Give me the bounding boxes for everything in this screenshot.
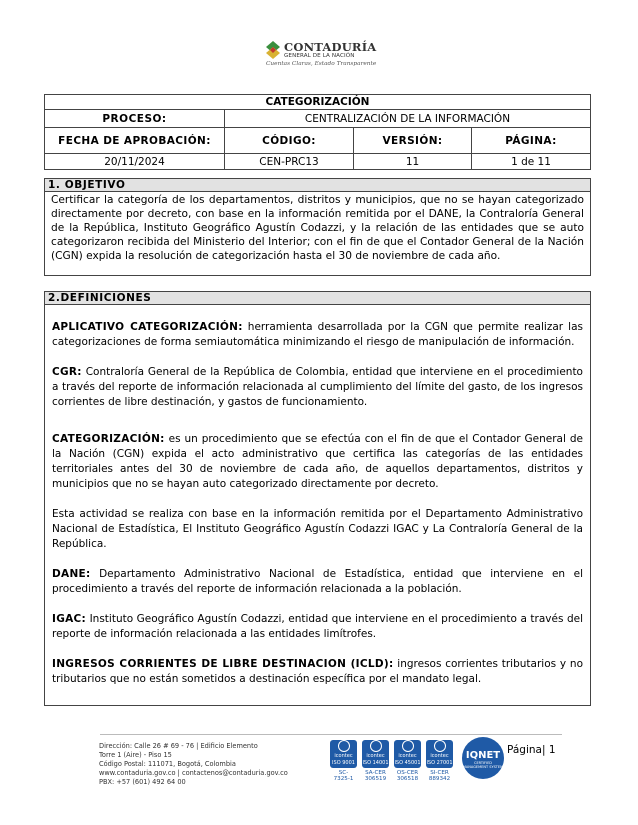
- section-objetivo: [44, 178, 591, 276]
- badge-code: ISO 45001: [394, 760, 421, 766]
- certification-badge: [426, 737, 453, 782]
- definition-item: [52, 320, 583, 350]
- section-text: Certificar la categoría de los departamentos, distritos y municipios, que no se hayan categorizado directamente por decreto, con base en la información remitida por el DANE, la Contraloría General de la República, Instituto Geográfico Agustín Codazzi, y la relación de las entidades que se auto categorizaron recibida del Ministerio del Interior; con el fin de que el Contador General de la Nación (CGN) expida la resolución de categorización hasta el 30 de noviembre de cada año.: [51, 194, 584, 262]
- badge-brand: icontec: [430, 753, 449, 759]
- iqnet-sublabel: CERTIFIED MANAGEMENT SYSTEM: [462, 761, 504, 769]
- badge-caption: OS-CER 306518: [396, 770, 419, 782]
- definition-text: Esta actividad se realiza con base en la información remitida por el Departamento Administrativo Nacional de Estadística, El Instituto Geográfico Agustín Codazzi IGAC y La Contraloría General de la República.: [52, 508, 583, 550]
- badge-code: ISO 27001: [426, 760, 453, 766]
- certification-badge: [362, 737, 389, 782]
- code-label: CÓDIGO:: [225, 128, 354, 154]
- section-heading: 1. OBJETIVO: [45, 179, 590, 192]
- badge-brand: icontec: [366, 753, 385, 759]
- badge-brand: icontec: [334, 753, 353, 759]
- version-label: VERSIÓN:: [354, 128, 472, 154]
- address-line: www.contaduria.gov.co | contactenos@contaduria.gov.co: [99, 769, 288, 777]
- definition-term: CATEGORIZACIÓN:: [52, 433, 165, 445]
- process-value: CENTRALIZACIÓN DE LA INFORMACIÓN: [225, 110, 591, 128]
- definition-text: ingresos corrientes tributarios y no tributarios que no están sometidos a destinación específica por el mandato legal.: [52, 658, 583, 685]
- badge-brand: icontec: [398, 753, 417, 759]
- certification-seal-icon: [434, 740, 446, 752]
- certification-badge: [330, 737, 357, 782]
- definition-term: DANE:: [52, 568, 91, 580]
- iqnet-label: IQNET: [465, 750, 501, 761]
- approval-date: 20/11/2024: [45, 154, 225, 170]
- process-label: PROCESO:: [45, 110, 225, 128]
- definition-term: IGAC:: [52, 613, 87, 625]
- definition-text: Instituto Geográfico Agustín Codazzi, entidad que interviene en el procedimiento a través del reporte de información relacionada a las entidades limítrofes.: [52, 613, 583, 640]
- logo-mark-icon: [264, 40, 282, 60]
- definitions-list: [45, 305, 590, 687]
- definition-item: [52, 657, 583, 687]
- certification-seal-icon: [402, 740, 414, 752]
- document-code: CEN-PRC13: [225, 154, 354, 170]
- document-page: 1 de 11: [472, 154, 591, 170]
- address-line: Código Postal: 111071, Bogotá, Colombia: [99, 760, 236, 768]
- definition-item: [52, 567, 583, 597]
- section-definiciones: [44, 291, 591, 706]
- approval-date-label: FECHA DE APROBACIÓN:: [45, 128, 225, 154]
- iqnet-badge: [462, 737, 504, 779]
- section-heading: 2.DEFINICIONES: [45, 292, 590, 305]
- definition-term: INGRESOS CORRIENTES DE LIBRE DESTINACION (ICLD):: [52, 658, 394, 670]
- address-line: PBX: +57 (601) 492 64 00: [99, 778, 186, 786]
- footer-address: [99, 742, 288, 787]
- address-line: Torre 1 (Aire) - Piso 15: [99, 751, 172, 759]
- badge-code: ISO 9001: [332, 760, 355, 766]
- badge-code: ISO 14001: [362, 760, 389, 766]
- certification-badges: [330, 737, 505, 801]
- certification-badge: [394, 737, 421, 782]
- address-line: Dirección: Calle 26 # 69 - 76 | Edificio Elemento: [99, 742, 258, 750]
- certification-seal-icon: [370, 740, 382, 752]
- badge-caption: SC- 7325-1: [333, 770, 354, 782]
- definition-text: herramienta desarrollada por la CGN que permite realizar las categorizaciones de forma semiautomática minimizando el riesgo de manipulación de información.: [52, 321, 583, 348]
- document-header-table: [44, 94, 591, 170]
- logo-subtitle: GENERAL DE LA NACIÓN: [284, 53, 355, 59]
- document-title: CATEGORIZACIÓN: [45, 95, 591, 110]
- logo-slogan: Cuentas Claras, Estado Transparente: [266, 61, 377, 67]
- definition-text: es un procedimiento que se efectúa con el fin de que el Contador General de la Nación (CGN) expida el acto administrativo que certifica las categorías de las entidades territoriales antes del 30 de noviembre de cada año, de aquellos departamentos, distritos y municipios que no se hayan auto categorizado directamente por decreto.: [52, 433, 583, 490]
- logo-name: CONTADURÍA: [284, 40, 377, 54]
- definition-item: [52, 612, 583, 642]
- badge-caption: SA-CER 306519: [364, 770, 387, 782]
- definition-text: Departamento Administrativo Nacional de Estadística, entidad que interviene en el procedimiento a través del reporte de información relacionada a la población.: [52, 568, 583, 595]
- page-label: PÁGINA:: [472, 128, 591, 154]
- definition-term: APLICATIVO CATEGORIZACIÓN:: [52, 321, 243, 333]
- entity-logo: [262, 40, 382, 70]
- page-number: Página| 1: [507, 744, 556, 756]
- definition-term: CGR:: [52, 366, 82, 378]
- footer-divider: [100, 734, 562, 735]
- definition-item: [52, 365, 583, 410]
- definition-item: [52, 507, 583, 552]
- badge-caption: SI-CER 889342: [428, 770, 451, 782]
- document-version: 11: [354, 154, 472, 170]
- certification-seal-icon: [338, 740, 350, 752]
- definition-text: Contraloría General de la República de Colombia, entidad que interviene en el procedimiento a través del reporte de información relacionada al cumplimiento del límite del gasto, de los ingresos corrientes de libre destinación, y gastos de funcionamiento.: [52, 366, 583, 408]
- definition-item: [52, 432, 583, 492]
